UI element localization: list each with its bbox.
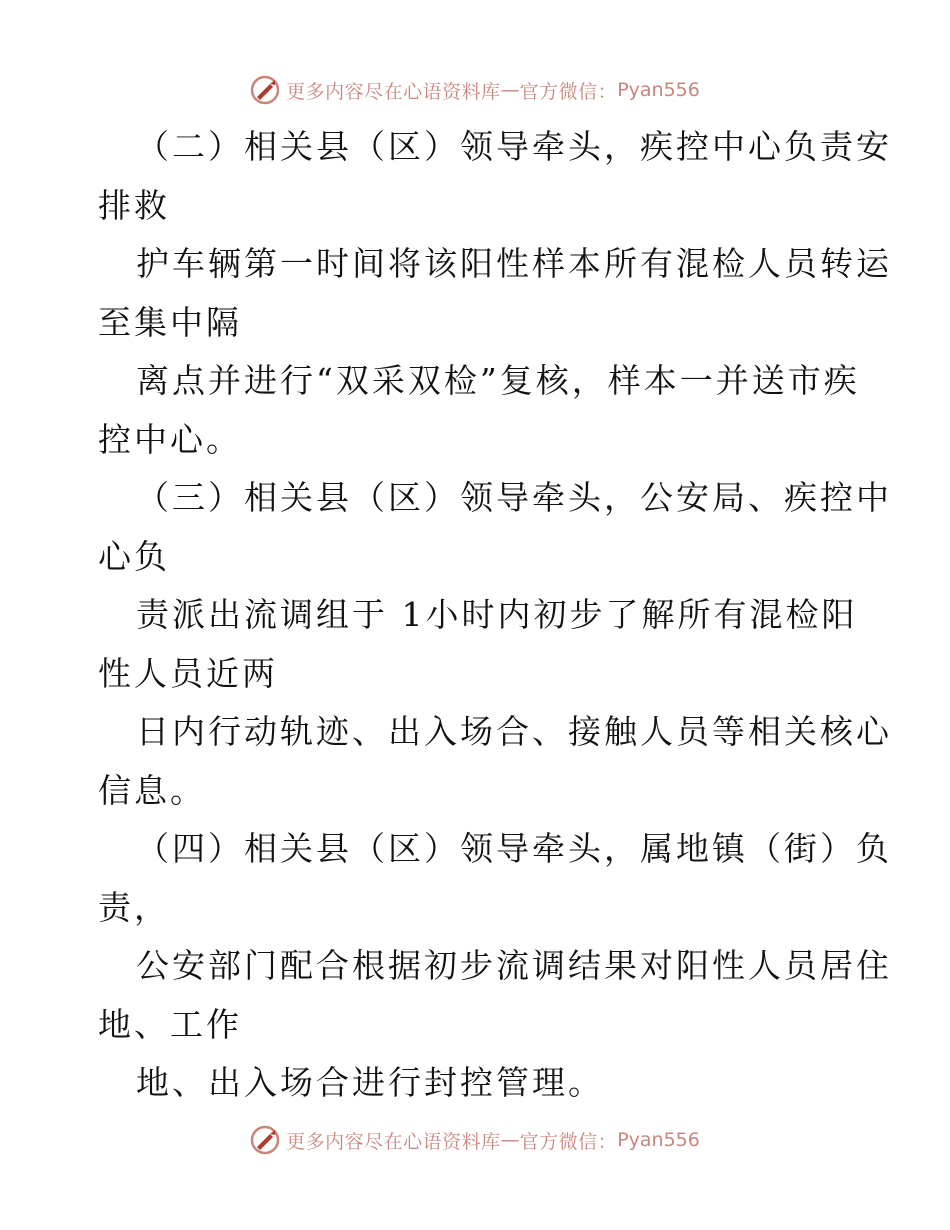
watermark-account: Pyan556 xyxy=(617,1129,700,1151)
text-line: 日内行动轨迹、出入场合、接触人员等相关核心 xyxy=(136,712,892,751)
text-line: 信息。 xyxy=(98,770,206,810)
watermark-label: 官方微信： xyxy=(519,1130,618,1153)
watermark-text: 更多内容尽在心语资料库 xyxy=(286,1130,501,1153)
watermark-dash: — xyxy=(500,1129,520,1151)
document-body xyxy=(98,118,892,1113)
quill-logo-icon xyxy=(250,1125,280,1155)
text-line: 至集中隔 xyxy=(98,302,242,342)
text-line: 性人员近两 xyxy=(98,653,278,693)
header-watermark xyxy=(0,72,950,108)
text-line: 护车辆第一时间将该阳性样本所有混检人员转运 xyxy=(136,244,892,283)
text-line: 控中心。 xyxy=(98,419,242,459)
text-line: 地、出入场合进行封控管理。 xyxy=(136,1063,604,1102)
text-line: 排救 xyxy=(98,185,170,225)
watermark-dash: — xyxy=(500,79,520,101)
text-line: 责， xyxy=(98,887,170,927)
text-line: 公安部门配合根据初步流调结果对阳性人员居住 xyxy=(136,946,892,985)
text-line: （四）相关县（区）领导牵头，属地镇（街）负 xyxy=(136,829,892,868)
text-line: 地、工作 xyxy=(98,1004,242,1044)
text-line: 离点并进行“双采双检”复核，样本一并送市疾 xyxy=(136,361,860,400)
text-line: （三）相关县（区）领导牵头，公安局、疾控中 xyxy=(136,478,892,517)
text-line: 责派出流调组于 1小时内初步了解所有混检阳 xyxy=(136,595,858,634)
text-line: （二）相关县（区）领导牵头，疾控中心负责安 xyxy=(136,127,892,166)
watermark-label: 官方微信： xyxy=(519,80,618,103)
footer-watermark xyxy=(0,1122,950,1158)
watermark-account: Pyan556 xyxy=(617,79,700,101)
watermark-text: 更多内容尽在心语资料库 xyxy=(286,80,501,103)
quill-logo-icon xyxy=(250,75,280,105)
text-line: 心负 xyxy=(98,536,170,576)
